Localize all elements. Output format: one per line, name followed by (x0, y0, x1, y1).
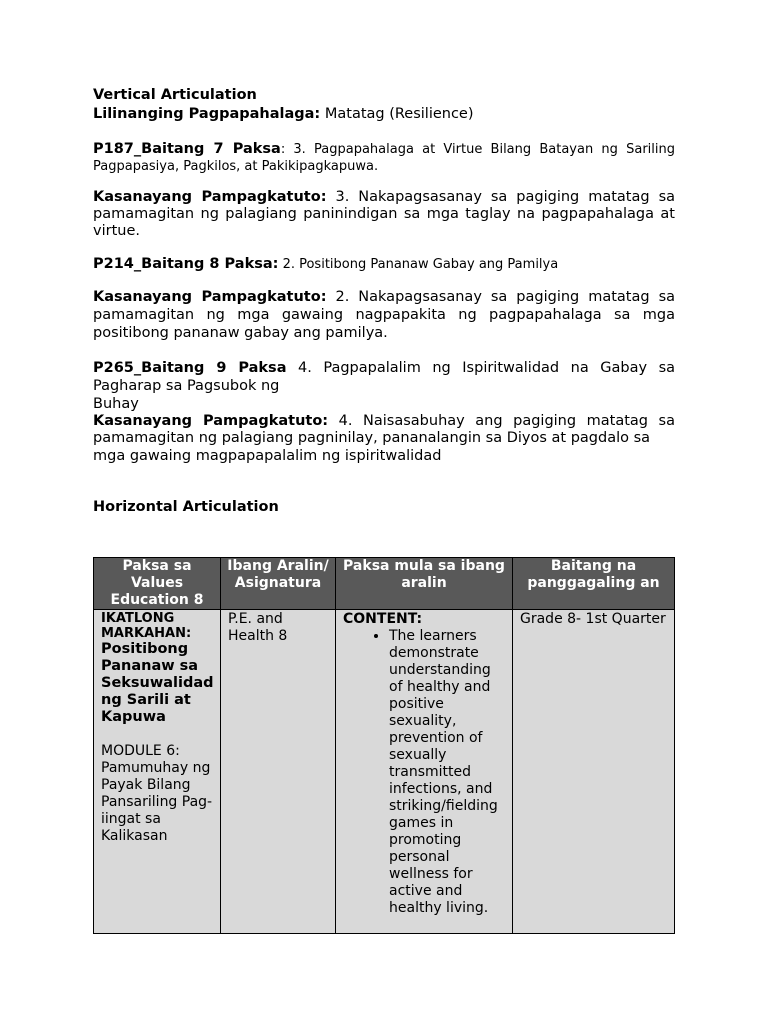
k3-paragraph-cont: mga gawaing magpapapalalim ng ispiritwalidad (93, 448, 442, 464)
cell-subject: P.E. and Health 8 (221, 610, 336, 934)
topic-title: Positibong Pananaw sa Seksuwalidad ng Sarili at Kapuwa (101, 641, 214, 725)
p265-paragraph-cont: Buhay (93, 396, 139, 412)
content-list (343, 628, 506, 917)
k3-paragraph: Kasanayang Pampagkatuto: 4. Naisasabuhay ang pagiging matatag sa pamamagitan ng palagiang pagninilay, pananalangin sa Diyos at pagdalo sa (93, 413, 675, 446)
p187-paragraph: P187_Baitang 7 Paksa: 3. Pagpapahalaga at Virtue Bilang Batayan ng Sariling Pagpapasiya, Pagkilos, at Pakikipagkapuwa. (93, 141, 676, 174)
horizontal-heading: Horizontal Articulation (93, 499, 279, 515)
p214-paragraph: P214_Baitang 8 Paksa: 2. Positibong Pananaw Gabay ang Pamilya (93, 256, 559, 272)
k1-paragraph: Kasanayang Pampagkatuto: 3. Nakapagsasanay sa pagiging matatag sa pamamagitan ng palagiang paninindigan sa mga taglay na pagpapahalaga at virtue. (93, 189, 676, 239)
table-row (94, 610, 675, 934)
quarter-label: IKATLONG MARKAHAN: (101, 611, 192, 641)
module-label: MODULE 6: (101, 743, 180, 759)
column-header: Paksa mula sa ibang aralin (336, 558, 513, 610)
k2-paragraph: Kasanayang Pampagkatuto: 2. Nakapagsasanay sa pagiging matatag sa pamamagitan ng mga gawaing nagpapakita ng pagpapahalaga sa mga positibong pananaw gabay ang pamilya. (93, 289, 676, 341)
content-label: CONTENT: (343, 611, 423, 627)
column-header: Paksa sa Values Education 8 (94, 558, 221, 610)
articulation-table (93, 557, 675, 934)
cell-topic (94, 610, 221, 934)
table-header-row (94, 558, 675, 610)
cell-grade: Grade 8- 1st Quarter (513, 610, 675, 934)
document-body (93, 86, 675, 517)
cell-content (336, 610, 513, 934)
list-item: • The learners demonstrate understanding of healthy and positive sexuality, prevention of sexually transmitted infections, and striking/fielding games in promoting personal wellness for active and healthy living. (389, 628, 506, 917)
vertical-heading: Vertical Articulation (93, 87, 257, 103)
p265-paragraph: P265_Baitang 9 Paksa 4. Pagpapalalim ng Ispiritwalidad na Gabay sa Pagharap sa Pagsubok ng (93, 360, 676, 394)
value-line: Lilinanging Pagpapahalaga: Matatag (Resilience) (93, 106, 474, 122)
module-text: Pamumuhay ng Payak Bilang Pansariling Pag-iingat sa Kalikasan (101, 760, 213, 844)
column-header: Baitang na panggagaling an (513, 558, 675, 610)
column-header: Ibang Aralin/ Asignatura (221, 558, 336, 610)
